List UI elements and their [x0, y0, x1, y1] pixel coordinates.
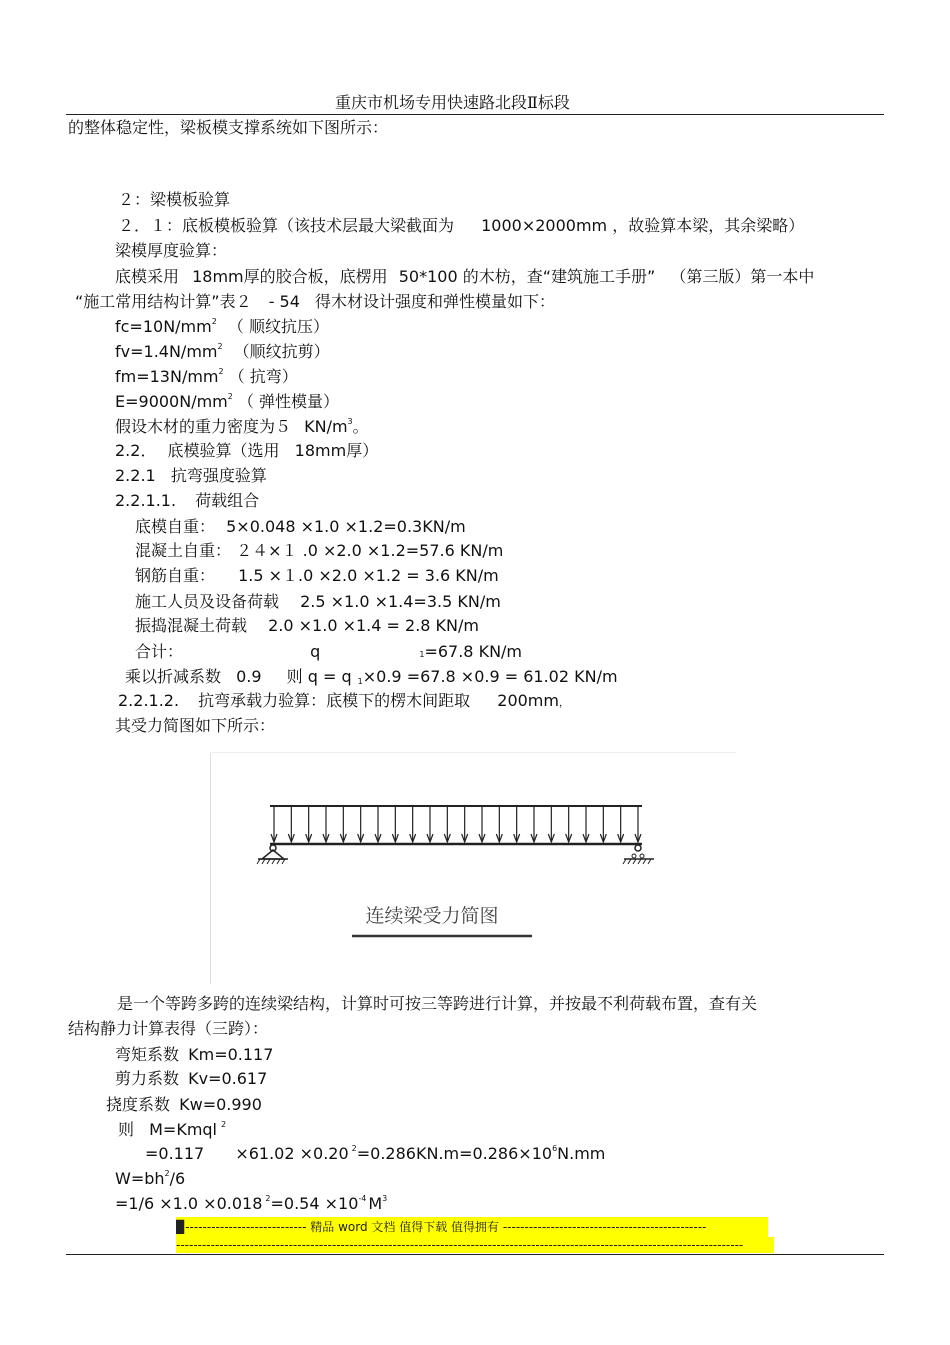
section-modulus-formula [115, 1169, 185, 1189]
roller-support-right [623, 845, 654, 864]
load-label: 施工人员及设备荷载 [135, 592, 280, 611]
material-line-1-c: 50*100 的木枋，查“建筑施工手册” [398, 267, 656, 286]
load-formwork-weight [135, 517, 466, 537]
section-heading-2-2-1-2 [118, 691, 569, 714]
section-modulus-calc-b: =0.54 ×10 [270, 1194, 359, 1213]
material-line-1-d: （第三版）第一本中 [670, 267, 815, 286]
section-heading-2-2 [115, 441, 378, 461]
property-e-sup: 2 [227, 392, 233, 401]
property-fv-desc: （顺纹抗剪） [233, 342, 330, 361]
beam-load-diagram [210, 752, 736, 984]
section-2-1-label: ２．１：底板模板验算（该技术层最大梁截面为 [118, 216, 455, 235]
section-2-2-text: 底模验算（选用 [167, 441, 280, 460]
moment-then: 则 [118, 1120, 135, 1139]
load-calc: 2.0 ×1.0 ×1.4 = 2.8 KN/m [268, 616, 479, 635]
load-label: 底模自重： [135, 517, 216, 536]
reduction-line [125, 667, 618, 687]
reduction-formula-b: ×0.9 =67.8 ×0.9 = 61.02 KN/m [362, 667, 618, 686]
section-modulus-calc-sup: 2 [265, 1194, 271, 1203]
density-unit: KN/m [304, 417, 348, 436]
property-fm-value: fm=13N/mm [115, 367, 219, 386]
load-total-value: =67.8 KN/m [424, 642, 523, 661]
section-2-2-1-2-number: 2.2.1.2. [118, 691, 180, 710]
footer-banner-line-1: ▉---------------------------- 精品 word 文档 值得下载 值得拥有 ----------------------------------------------- [176, 1217, 768, 1237]
moment-calc-sup: 2 [351, 1144, 357, 1153]
property-fv [115, 342, 330, 362]
coefficient-label: 挠度系数 [106, 1095, 171, 1114]
section-modulus-end: /6 [169, 1169, 186, 1188]
header-divider [66, 114, 884, 115]
section-heading-2-2-1 [115, 466, 267, 486]
section-modulus-calc-c: M [368, 1194, 383, 1213]
coefficient-label: 弯矩系数 [115, 1045, 180, 1064]
section-2-1-size: 1000×2000mm [481, 216, 608, 235]
footer-banner-line-2: ----------------------------------------------------------------------------------------------------------------------------------- [176, 1237, 774, 1253]
section-modulus-sup: 2 [164, 1169, 170, 1178]
reduction-formula-a: q = q [307, 667, 352, 686]
paragraph-line-1: 是一个等跨多跨的连续梁结构，计算时可按三等跨进行计算，并按最不利荷载布置，查有关 [117, 994, 758, 1013]
section-heading-2-2-1-1 [115, 491, 259, 511]
coefficient-shear [115, 1069, 267, 1089]
load-label: 钢筋自重： [135, 566, 216, 585]
reduction-then: 则 [286, 667, 303, 686]
coefficient-value: Km=0.117 [188, 1045, 274, 1064]
material-line-1-a: 底模采用 [115, 267, 180, 286]
load-label: 混凝土自重： [135, 541, 232, 560]
property-e [115, 392, 339, 412]
load-concrete-weight [135, 541, 503, 561]
load-total [135, 642, 522, 665]
load-total-q: q [310, 642, 321, 661]
property-e-value: E=9000N/mm [115, 392, 228, 411]
property-fc [115, 317, 329, 337]
property-fc-sup: 2 [211, 317, 217, 326]
load-arrows [271, 807, 641, 842]
property-fc-value: fc=10N/mm [115, 317, 212, 336]
load-total-sub: 1 [419, 650, 425, 659]
figure-caption: 连续梁受力简图 [365, 905, 499, 927]
load-rebar-weight [135, 566, 499, 586]
section-2-1-rest: ，故验算本梁，其余梁略） [612, 216, 805, 235]
section-heading-2: ２：梁模板验算 [118, 190, 231, 209]
load-calc: 2.5 ×1.0 ×1.4=3.5 KN/m [300, 592, 501, 611]
property-fc-desc: （ 顺纹抗压） [227, 317, 330, 336]
intro-text: 的整体稳定性，梁板模支撑系统如下图所示： [68, 118, 389, 137]
load-label: 振捣混凝土荷载 [135, 616, 248, 635]
reduction-text: 乘以折减系数 [125, 667, 222, 686]
load-calc: ２４×１ .0 ×2.0 ×1.2=57.6 KN/m [236, 541, 504, 560]
reduction-sub: 1 [357, 677, 363, 686]
density-text: 假设木材的重力密度为５ [115, 417, 292, 436]
section-modulus-calc-a: =1/6 ×1.0 ×0.018 [115, 1194, 263, 1213]
density-sup: 3 [347, 417, 353, 426]
property-fm-sup: 2 [218, 367, 224, 376]
coefficient-moment [115, 1045, 273, 1065]
material-line-2 [75, 292, 555, 312]
moment-calculation [145, 1144, 605, 1164]
reduction-factor: 0.9 [236, 667, 262, 686]
load-calc: 5×0.048 ×1.0 ×1.2=0.3KN/m [226, 517, 466, 536]
section-modulus-calc-sup2: -4 [358, 1194, 367, 1203]
moment-calc-a: =0.117 [145, 1144, 205, 1163]
property-fm-desc: （ 抗弯） [228, 367, 298, 386]
coefficient-label: 剪力系数 [115, 1069, 180, 1088]
section-2-2-thickness: 18mm厚） [294, 441, 379, 460]
moment-calc-c: =0.286KN.m=0.286×10 [356, 1144, 553, 1163]
coefficient-value: Kv=0.617 [188, 1069, 268, 1088]
section-heading-2-1 [118, 216, 804, 236]
section-modulus-calc-sup3: 3 [382, 1194, 388, 1203]
load-vibration [135, 616, 479, 636]
moment-formula-text: M=Kmql [149, 1120, 217, 1139]
property-fm [115, 367, 298, 387]
property-e-desc: （ 弹性模量） [237, 392, 340, 411]
load-calc: 1.5 ×１.0 ×2.0 ×1.2 = 3.6 KN/m [238, 566, 499, 585]
load-total-label: 合计： [135, 642, 184, 661]
section-modulus-text: W=bh [115, 1169, 165, 1188]
moment-calc-sup2: 6 [552, 1144, 558, 1153]
material-line-1 [115, 267, 814, 287]
property-fv-value: fv=1.4N/mm [115, 342, 218, 361]
thickness-heading: 梁模厚度验算： [115, 241, 228, 260]
section-2-2-1-1-number: 2.2.1.1. [115, 491, 177, 510]
beam-load-diagram-svg [210, 752, 736, 984]
section-2-2-1-1-text: 荷载组合 [195, 491, 260, 510]
material-line-2-b: - 54 [268, 292, 300, 311]
density-end: 。 [352, 417, 369, 436]
section-2-2-1-number: 2.2.1 [115, 466, 156, 485]
diagram-intro: 其受力简图如下所示： [115, 716, 276, 735]
section-modulus-calculation [115, 1194, 387, 1214]
load-construction-workers [135, 592, 501, 612]
paragraph-line-2: 结构静力计算表得（三跨）： [68, 1019, 269, 1038]
material-line-1-b: 18mm厚的胶合板，底楞用 [192, 267, 388, 286]
coefficient-deflection [106, 1095, 262, 1115]
section-2-2-1-text: 抗弯强度验算 [170, 466, 267, 485]
material-line-2-a: “施工常用结构计算”表２ [75, 292, 252, 311]
density-line [115, 417, 369, 437]
moment-formula-sup: 2 [221, 1120, 227, 1129]
material-line-2-c: 得木材设计强度和弹性模量如下： [315, 292, 556, 311]
section-2-2-1-2-text: 抗弯承载力验算：底模下的楞木间距取 [198, 691, 471, 710]
coefficient-value: Kw=0.990 [179, 1095, 262, 1114]
section-2-2-number: 2.2． [115, 441, 157, 460]
moment-formula [118, 1120, 226, 1140]
section-2-2-1-2-end: ， [558, 698, 569, 709]
moment-calc-d: N.mm [557, 1144, 606, 1163]
section-2-2-1-2-spacing: 200mm [497, 691, 559, 710]
page-header-title: 重庆市机场专用快速路北段Ⅱ标段 [335, 93, 570, 112]
moment-calc-b: ×61.02 ×0.20 [235, 1144, 349, 1163]
footer-divider [66, 1254, 884, 1255]
property-fv-sup: 2 [217, 342, 223, 351]
pin-support-left [257, 845, 288, 864]
